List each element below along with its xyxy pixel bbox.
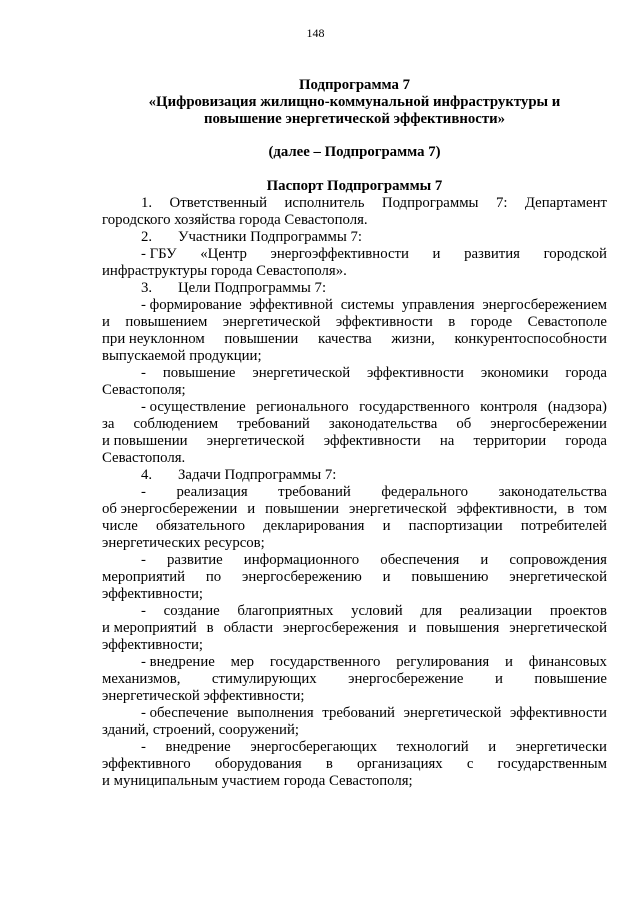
text-word: эффективности,	[456, 501, 558, 517]
text-word: внедрение	[165, 739, 231, 755]
text-word: Подпрограммы	[381, 195, 479, 211]
text-word: и	[488, 739, 497, 755]
text-word: в	[448, 314, 456, 330]
text-word: повышение	[162, 365, 236, 381]
text-word: энергетической	[509, 569, 607, 585]
text-word: соблюдением	[133, 416, 219, 432]
text-word: системы	[340, 297, 395, 313]
text-word: и	[505, 654, 513, 670]
text-word: числе	[102, 518, 138, 534]
text-word: - внедрение	[141, 654, 215, 670]
text-word: эффективности	[510, 705, 607, 721]
text-word: энергетической	[206, 433, 305, 449]
text-word: для	[420, 603, 443, 619]
text-word: организациях	[356, 756, 443, 772]
text-word: (надзора)	[547, 399, 607, 415]
text-word: 7:	[495, 195, 508, 211]
text-word: - осуществление	[141, 399, 246, 415]
text-word: энергосбережения	[283, 620, 399, 636]
text-word: в	[567, 501, 575, 517]
subprogram-name-line-1: «Цифровизация жилищно-коммунальной инфраструктуры и	[148, 94, 561, 110]
text-word: «Центр	[200, 246, 247, 262]
text-word: энергетически	[515, 739, 607, 755]
text-word: городе	[470, 314, 513, 330]
text-word: энергетической	[509, 620, 607, 636]
text-line	[102, 501, 607, 518]
text-line	[141, 654, 607, 671]
text-line	[141, 280, 607, 297]
text-word: 2.	[141, 229, 153, 245]
subprogram-title: Подпрограмма 7	[298, 77, 411, 93]
text-line	[141, 365, 607, 382]
text-line	[102, 620, 607, 637]
text-word: энергоэффективности	[270, 246, 409, 262]
text-line	[141, 297, 607, 314]
text-word: и	[247, 501, 256, 517]
text-word: механизмов,	[102, 671, 181, 687]
text-word: реализации	[459, 603, 533, 619]
text-line	[102, 263, 607, 280]
text-word: городской	[543, 246, 607, 262]
text-word: реализация	[176, 484, 248, 500]
text-word: города	[565, 433, 607, 449]
text-word: экономики	[480, 365, 549, 381]
subprogram-name-line-2: повышение энергетической эффективности»	[203, 111, 506, 127]
text-word: энергосбережению	[242, 569, 362, 585]
text-line	[102, 688, 607, 705]
text-word: энергосберегающих	[250, 739, 378, 755]
text-word: города	[565, 365, 607, 381]
text-word: -	[141, 552, 146, 568]
text-word: на	[439, 433, 455, 449]
text-word: обеспечения	[380, 552, 460, 568]
text-word: и	[102, 314, 110, 330]
text-word: Севастополя.	[102, 450, 186, 466]
text-line	[102, 416, 607, 433]
text-word: благоприятных	[237, 603, 334, 619]
text-word: территории	[473, 433, 547, 449]
text-line	[141, 467, 607, 484]
text-word: энергосбережение	[348, 671, 464, 687]
text-line	[102, 212, 607, 229]
text-word: -	[141, 365, 146, 381]
text-word: конкурентоспособности	[454, 331, 607, 347]
text-line	[141, 246, 607, 263]
text-word: выпускаемой продукции;	[102, 348, 262, 364]
text-word: Департамент	[524, 195, 607, 211]
text-word: том	[584, 501, 607, 517]
text-word: инфраструктуры города Севастополя».	[102, 263, 347, 279]
text-word: регионального	[256, 399, 349, 415]
text-word: государственным	[497, 756, 607, 772]
text-line	[102, 773, 607, 790]
text-word: декларирования	[263, 518, 365, 534]
text-word: энергетической	[403, 705, 502, 721]
text-word: энергетической	[349, 501, 447, 517]
text-word: энергетической эффективности;	[102, 688, 305, 704]
text-line	[141, 739, 607, 756]
text-word: условий	[351, 603, 403, 619]
passport-title: Паспорт Подпрограммы 7	[266, 178, 443, 194]
text-line	[141, 195, 607, 212]
text-word: - обеспечение	[141, 705, 229, 721]
text-word: повышении	[224, 331, 299, 347]
text-word: и	[494, 671, 503, 687]
text-word: требований	[237, 416, 310, 432]
text-word: контроля	[480, 399, 538, 415]
text-word: - ГБУ	[141, 246, 177, 262]
text-word: повышение	[534, 671, 607, 687]
text-word: по	[205, 569, 222, 585]
text-word: проектов	[549, 603, 607, 619]
text-word: регулирования	[396, 654, 490, 670]
text-word: и мероприятий	[102, 620, 197, 636]
text-word: потребителей	[520, 518, 607, 534]
text-word: требований	[322, 705, 395, 721]
text-line	[102, 382, 607, 399]
text-word: и повышении	[102, 433, 188, 449]
text-word: государственного	[269, 654, 381, 670]
text-word: повышением	[125, 314, 208, 330]
text-word: -	[141, 603, 146, 619]
text-word: эффективности;	[102, 586, 204, 602]
text-word: развития	[464, 246, 520, 262]
text-word: финансовых	[528, 654, 607, 670]
text-word: повышению	[411, 569, 489, 585]
text-word: технологий	[396, 739, 469, 755]
text-word: жизни,	[391, 331, 435, 347]
text-word: повышении	[265, 501, 340, 517]
text-line	[141, 552, 607, 569]
text-word: исполнитель	[284, 195, 365, 211]
text-word: эффективности;	[102, 637, 204, 653]
text-word: управления	[401, 297, 475, 313]
text-word: и муниципальным участием города Севастополя;	[102, 773, 413, 789]
subprogram-abbreviation: (далее – Подпрограмма 7)	[268, 144, 441, 160]
text-word: оборудования	[214, 756, 302, 772]
text-word: государственного	[359, 399, 470, 415]
text-word: Севастополя;	[102, 382, 186, 398]
text-line	[102, 586, 607, 603]
text-word: -	[141, 739, 146, 755]
text-word: 4.	[141, 467, 153, 483]
text-word: Задачи Подпрограммы 7:	[178, 467, 337, 483]
text-line	[102, 433, 607, 450]
text-line	[102, 314, 607, 331]
text-word: эффективной	[249, 297, 333, 313]
text-word: и	[382, 569, 391, 585]
text-line	[102, 331, 607, 348]
text-word: за	[102, 416, 115, 432]
text-word: требований	[278, 484, 351, 500]
text-word: и	[480, 552, 489, 568]
text-word: 1.	[141, 195, 153, 211]
text-word: городского хозяйства города Севастополя.	[102, 212, 368, 228]
text-line	[102, 450, 607, 467]
text-word: обязательного	[156, 518, 245, 534]
text-word: Севастополе	[527, 314, 607, 330]
text-word: эффективности	[335, 314, 433, 330]
text-line	[102, 637, 607, 654]
text-word: эффективного	[102, 756, 191, 772]
text-line	[141, 229, 607, 246]
text-line	[102, 518, 607, 535]
text-word: информационного	[243, 552, 360, 568]
text-word: повышения	[426, 620, 500, 636]
text-word: 3.	[141, 280, 153, 296]
text-line	[102, 671, 607, 688]
text-word: энергетической	[252, 365, 351, 381]
text-word: и	[382, 518, 391, 534]
text-word: эффективности	[367, 365, 464, 381]
text-word: мер	[230, 654, 254, 670]
text-word: энергосбережением	[482, 297, 607, 313]
text-word: сопровождения	[509, 552, 607, 568]
text-word: создание	[163, 603, 220, 619]
text-word: стимулирующих	[211, 671, 317, 687]
text-line	[141, 603, 607, 620]
text-word: Участники Подпрограммы 7:	[178, 229, 362, 245]
text-word: энергосбережении	[490, 416, 607, 432]
text-word: об энергосбережении	[102, 501, 238, 517]
text-word: законодательства	[328, 416, 438, 432]
text-line	[102, 722, 607, 739]
text-line	[102, 569, 607, 586]
text-word: в	[206, 620, 214, 636]
text-word: федерального	[381, 484, 469, 500]
text-line	[102, 348, 607, 365]
text-word: мероприятий	[102, 569, 186, 585]
text-word: законодательства	[498, 484, 607, 500]
text-word: при неуклонном	[102, 331, 205, 347]
text-word: эффективности	[323, 433, 421, 449]
text-line	[102, 756, 607, 773]
text-word: Ответственный	[169, 195, 268, 211]
text-word: области	[223, 620, 274, 636]
text-word: с	[466, 756, 474, 772]
text-line	[141, 705, 607, 722]
text-word: паспортизации	[408, 518, 503, 534]
text-word: и	[432, 246, 441, 262]
text-word: - формирование	[141, 297, 242, 313]
text-line	[102, 535, 607, 552]
text-word: Цели Подпрограммы 7:	[178, 280, 327, 296]
text-line	[141, 399, 607, 416]
text-word: качества	[318, 331, 372, 347]
text-word: -	[141, 484, 146, 500]
page-number: 148	[306, 26, 325, 40]
text-word: выполнения	[237, 705, 314, 721]
text-word: в	[325, 756, 333, 772]
text-line	[141, 484, 607, 501]
text-word: развитие	[167, 552, 223, 568]
text-word: энергетической	[222, 314, 321, 330]
text-word: об	[456, 416, 472, 432]
text-word: и	[408, 620, 417, 636]
text-word: энергетических ресурсов;	[102, 535, 265, 551]
text-word: зданий, строений, сооружений;	[102, 722, 299, 738]
